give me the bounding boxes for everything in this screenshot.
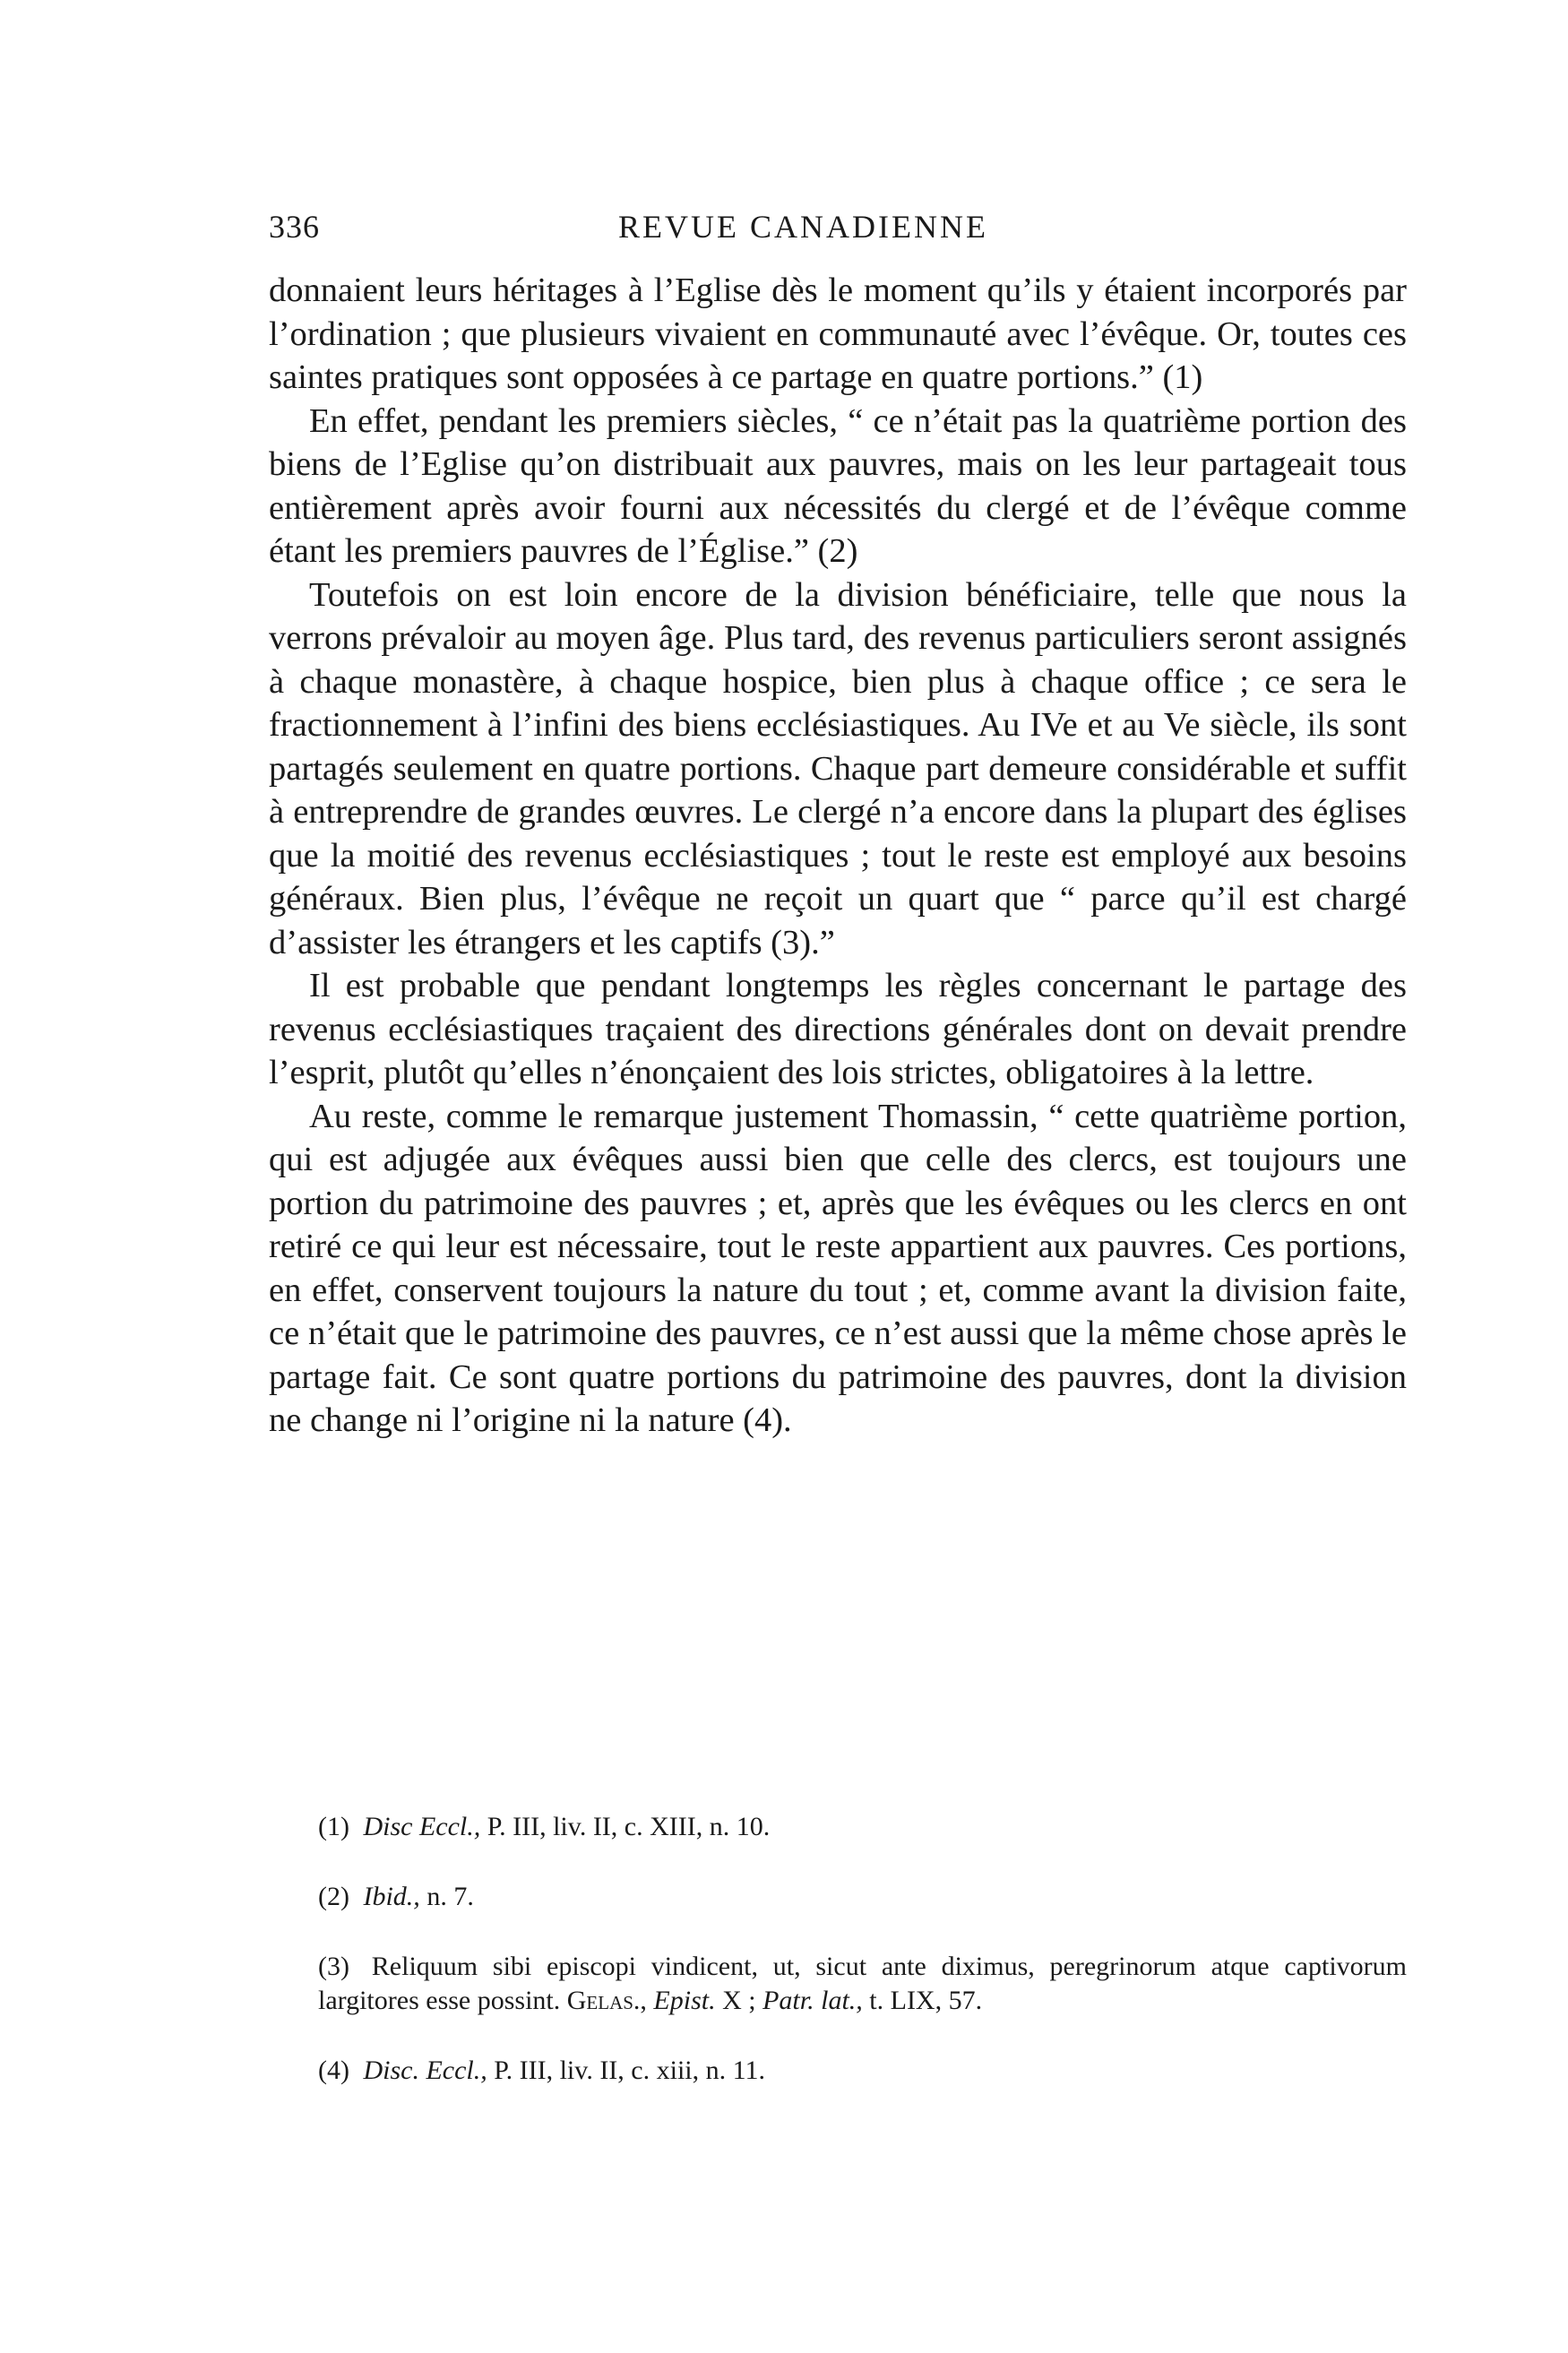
footnote-2 [318,1880,1407,1914]
footnote-3 [318,1950,1407,2018]
footnote-4 [318,2054,1407,2088]
paragraph: Au reste, comme le remarque justement Thomassin, “ cette quatrième portion, qui est adjugée aux évêques aussi bien que celle des clercs, est toujours une portion du patrimoine des pauvres ; et, après que les évêques ou les clercs en ont retiré ce qui leur est nécessaire, tout le reste appartient aux pauvres. Ces portions, en effet, conservent toujours la nature du tout ; et, comme avant la division faite, ce n’était que le patrimoine des pauvres, ce n’est aussi que la même chose après le partage fait. Ce sont quatre portions du patrimoine des pauvres, dont la division ne change ni l’origine ni la nature (4). [269,1097,1407,1439]
paragraph: Toutefois on est loin encore de la division bénéficiaire, telle que nous la verrons prévaloir au moyen âge. Plus tard, des revenus particuliers seront assignés à chaque monastère, à chaque hospice, bien plus à chaque office ; ce sera le fractionnement à l’infini des biens ecclésiastiques. Au IVe et au Ve siècle, ils sont partagés seulement en quatre portions. Chaque part demeure considérable et suffit à entreprendre de grandes œuvres. Le clergé n’a encore dans la plupart des églises que la moitié des revenus ecclésiastiques ; tout le reste est employé aux besoins généraux. Bien plus, l’évêque ne reçoit un quart que “ parce qu’il est chargé d’assister les étrangers et les captifs (3).” [269,575,1407,961]
footnotes [318,1810,1407,2124]
footnote-mark: (4) [318,2056,349,2085]
book-page [269,0,1425,2353]
footnote-volume: t. LIX, 57. [869,1986,983,2015]
footnote-mark: (2) [318,1882,349,1911]
paragraph: Il est probable que pendant longtemps les règles concernant le partage des revenus ecclésiastiques traçaient des directions générales dont on devait prendre l’esprit, plutôt qu’elles n’énonçaient des lois strictes, obligatoires à la lettre. [269,967,1407,1091]
footnote-reference: P. III, liv. II, c. xiii, n. 11. [494,2056,766,2085]
footnote-reference: n. 7. [426,1882,474,1911]
footnote-numeral: X ; [722,1986,756,2015]
footnote-title: Ibid., [363,1882,420,1911]
main-text [269,269,1407,1443]
footnote-reference: P. III, liv. II, c. XIII, n. 10. [487,1812,771,1841]
footnote-title: Disc Eccl., [363,1812,481,1841]
footnote-quote: Reliquum sibi episcopi vindicent, ut, sicut ante diximus, peregrinorum atque captivorum largitores esse possint. [318,1952,1407,2015]
journal-title: REVUE CANADIENNE [618,209,988,245]
page-number: 336 [269,209,320,245]
footnote-work: Epist. [653,1986,716,2015]
footnote-mark: (1) [318,1812,349,1841]
paragraph: En effet, pendant les premiers siècles, “ ce n’était pas la quatrième portion des biens de l’Eglise qu’on distribuait aux pauvres, mais on les leur partageait tous entièrement après avoir fourni aux nécessités du clergé et de l’évêque comme étant les premiers pauvres de l’Église.” (2) [269,401,1407,570]
footnote-title: Disc. Eccl., [363,2056,487,2085]
footnote-author: Gelas., [566,1986,647,2015]
paragraph-continuation: donnaient leurs héritages à l’Eglise dès le moment qu’ils y étaient incorporés par l’ordination ; que plusieurs vivaient en communauté avec l’évêque. Or, toutes ces saintes pratiques sont opposées à ce partage en quatre portions.” (1) [269,272,1407,396]
footnote-collection: Patr. lat., [762,1986,863,2015]
running-head [269,208,1425,262]
footnote-1 [318,1810,1407,1844]
footnote-mark: (3) [318,1952,349,1981]
